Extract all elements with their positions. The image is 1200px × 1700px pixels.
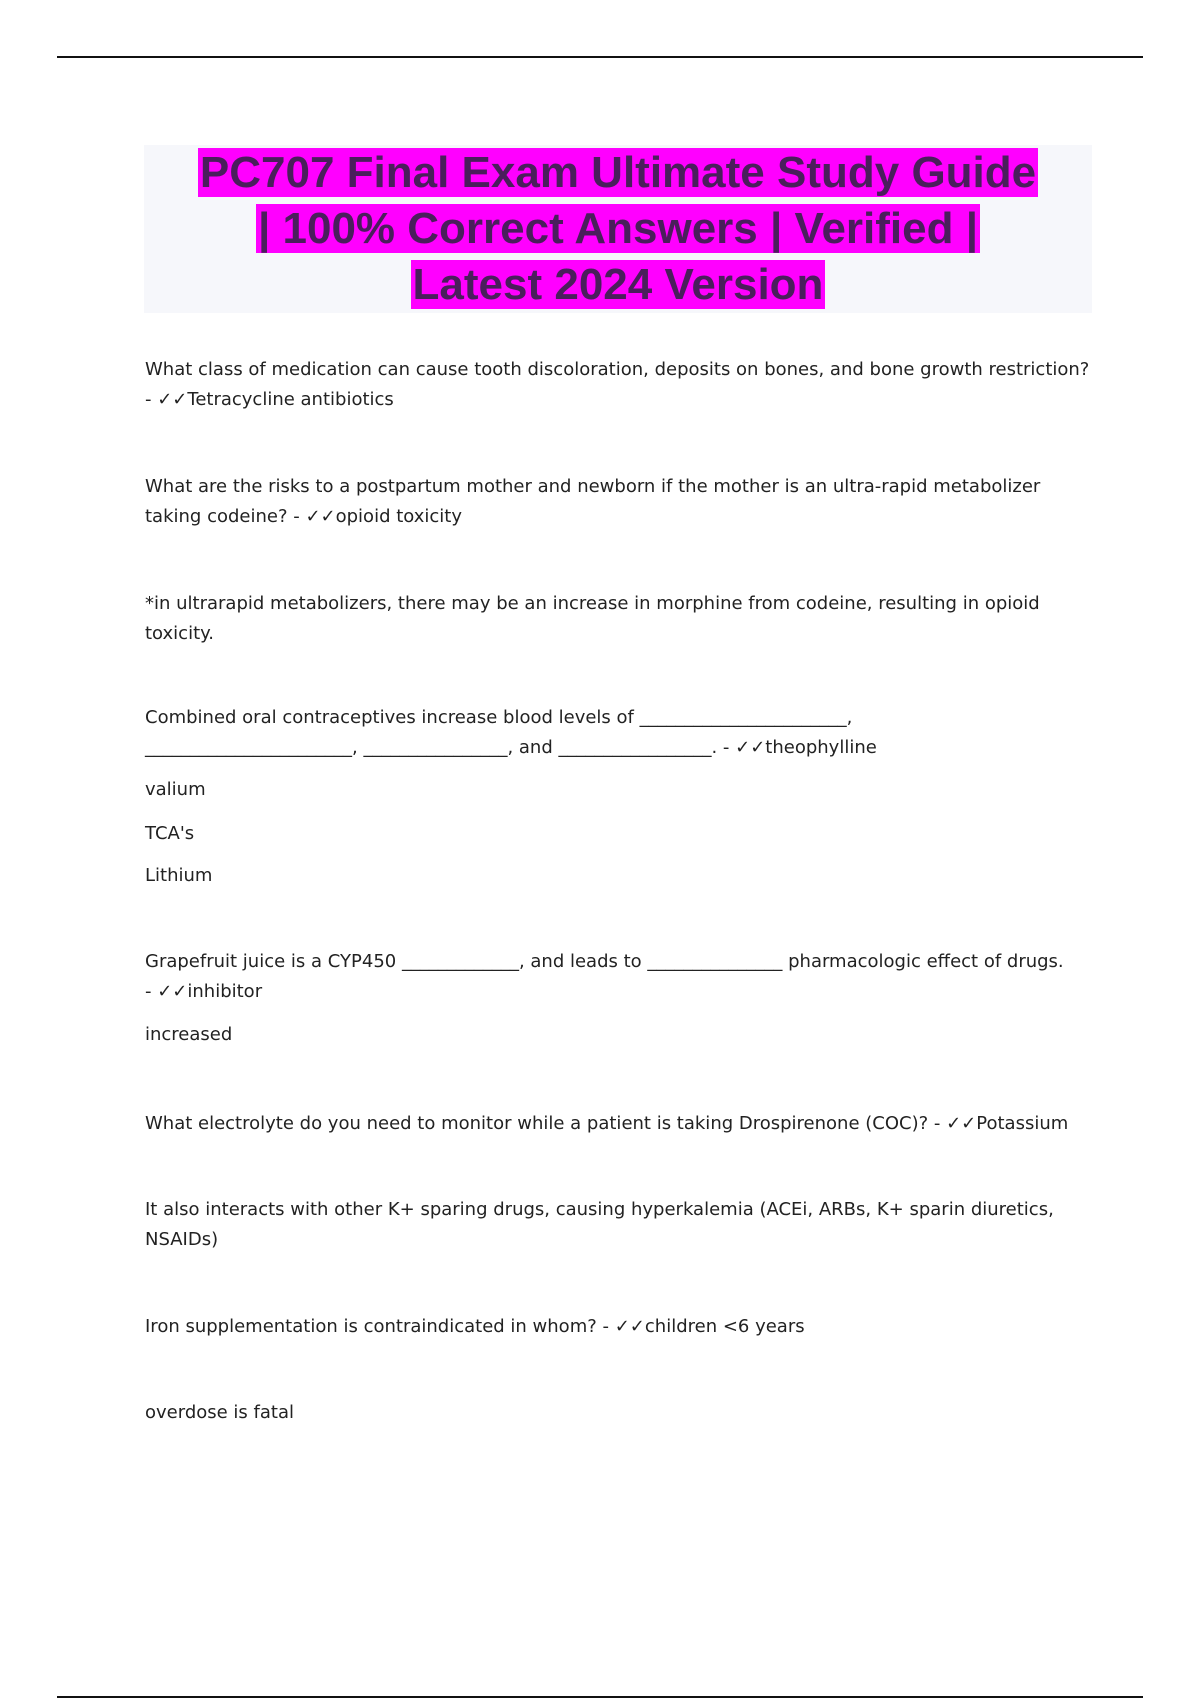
document-title (144, 145, 1092, 313)
note-2-line-2: toxicity. (145, 623, 214, 644)
question-4 (145, 947, 1105, 1007)
question-1-line-2: - ✓✓Tetracycline antibiotics (145, 389, 394, 410)
answer-3-item-1: valium (145, 779, 206, 800)
question-6 (145, 1312, 1105, 1342)
answer-3-item-2: TCA's (145, 823, 195, 844)
question-5 (145, 1109, 1105, 1139)
question-3-line-1: Combined oral contraceptives increase blood levels of _______________________, (145, 707, 853, 728)
question-3-line-2: _______________________, ________________, and _________________. - ✓✓theophylline (145, 737, 877, 758)
bottom-rule (57, 1696, 1143, 1698)
question-6-line-1: Iron supplementation is contraindicated in whom? - ✓✓children <6 years (145, 1316, 805, 1337)
question-1-line-1: What class of medication can cause tooth discoloration, deposits on bones, and bone growth restriction? (145, 359, 1090, 380)
note-5-line-2: NSAIDs) (145, 1229, 219, 1250)
note-6 (145, 1398, 1105, 1428)
question-4-line-1: Grapefruit juice is a CYP450 _____________, and leads to _______________ pharmacologic effect of drugs. (145, 951, 1064, 972)
question-5-line-1: What electrolyte do you need to monitor while a patient is taking Drospirenone (COC)? - ✓✓Potassium (145, 1113, 1069, 1134)
answer-3-item-3: Lithium (145, 865, 213, 886)
question-2-line-1: What are the risks to a postpartum mother and newborn if the mother is an ultra-rapid metabolizer (145, 476, 1041, 497)
note-2 (145, 589, 1105, 649)
question-1 (145, 355, 1105, 415)
note-5 (145, 1195, 1105, 1255)
question-4-line-2: - ✓✓inhibitor (145, 981, 263, 1002)
note-5-line-1: It also interacts with other K+ sparing drugs, causing hyperkalemia (ACEi, ARBs, K+ sparin diuretics, (145, 1199, 1054, 1220)
question-2-line-2: taking codeine? - ✓✓opioid toxicity (145, 506, 462, 527)
title-line-1: PC707 Final Exam Ultimate Study Guide (199, 148, 1037, 197)
note-2-line-1: *in ultrarapid metabolizers, there may be an increase in morphine from codeine, resulting in opioid (145, 593, 1040, 614)
answer-4-item-1: increased (145, 1024, 233, 1045)
title-line-3: Latest 2024 Version (412, 260, 824, 309)
question-3 (145, 703, 1105, 763)
title-line-2: | 100% Correct Answers | Verified | (257, 204, 979, 253)
question-2 (145, 472, 1105, 532)
top-rule (57, 56, 1143, 58)
note-6-line-1: overdose is fatal (145, 1402, 294, 1423)
